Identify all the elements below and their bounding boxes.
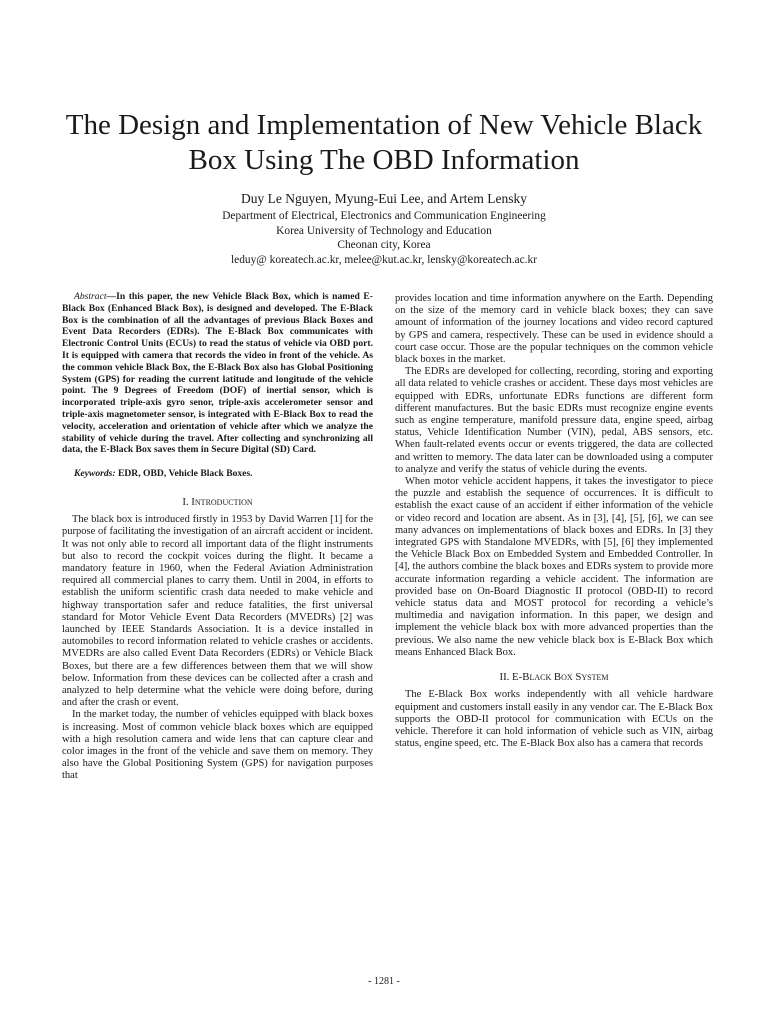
affiliation-department: Department of Electrical, Electronics and Communication Engineering <box>222 210 546 222</box>
section-heading-introduction: I. Introduction <box>182 495 253 508</box>
author-list: Duy Le Nguyen, Myung-Eui Lee, and Artem Lensky <box>240 191 528 206</box>
system-paragraph-1: The E-Black Box works independently with all vehicle hardware equipment and customers install easily in any vendor car. The E-Black Box supports the OBD-II protocol for communication with ECUs on the vehicle. Therefore it can hold information of vehicle such as VIN, airbag status, engine speed, etc. The E-Black Box also has a camera that records <box>395 689 713 750</box>
keywords <box>62 468 373 480</box>
affiliation-city: Cheonan city, Korea <box>337 239 431 251</box>
right-paragraph-2: The EDRs are developed for collecting, recording, storing and exporting all data related to vehicle crashes or accident. These days most vehicles are equipped with EDRs, unfortunate EDRs functions are different form different manufactures. But the basic EDRs must recognize engine events such as engine temperature, manifold pressure data, engine speed, airbag status, Vehicle Identification Number (VIN), pedal, ABS sensors, etc. When fault-related events occur or events triggered, the data are collected and written to memory. The data later can be downloaded using a computer to analyze and verify the status of vehicle during the events. <box>395 366 713 475</box>
abstract-text: —In this paper, the new Vehicle Black Box, which is named E-Black Box (Enhanced Black Box), is designed and developed. The E-Black Box is the combination of all the advantages of previous Black Boxes and Event Data Recorders (EDRs). The E-Black Box communicates with Electronic Control Units (ECUs) to read the status of vehicle via OBD port. It is equipped with camera that records the video in front of the vehicle. As the common vehicle Black Box, the E-Black Box also has Global Positioning System (GPS) for reading the current latitude and longitude of the vehicle point. The 9 Degrees of Freedom (DOF) of inertial sensor, which is incorporated triple-axis gyro senor, triple-axis accelerometer sensor and triple-axis magnetometer sensor, is integrated with E-Black Box to read the velocity, acceleration and orientation of vehicle after which we analyze the stability of vehicle during the travel. After collecting and synchronizing all data, the E-Black Box saves them in Secure Digital (SD) Card. <box>62 291 373 456</box>
abstract-label: Abstract <box>74 291 107 302</box>
abstract <box>62 291 373 456</box>
right-column <box>395 293 713 750</box>
intro-paragraph-1: The black box is introduced firstly in 1953 by David Warren [1] for the purpose of facilitating the investigation of an aircraft accident or incident. It was not only able to record all important data of the flight instruments but also to record the cockpit voices during the flight. It became a mandatory feature in 1960, when the Federal Aviation Administration required all commercial planes to carry them. Until in 2004, in efforts to establish the uniform scientific crash data needed to make vehicle and highway transportation safer and reduce fatalities, the first universal standard for Motor Vehicle Event Data Recorders (MVEDRs) [2] was launched by IEEE Standards Association. It is a device installed in automobiles to record information related to vehicle crashes or accidents. MVEDRs are also called Event Data Recorders (EDRs) or Vehicle Black Boxes, but there are a few differences between them that we will show below. Information from these devices can be collected after a crash and analyzed to help determine what the vehicle were doing before, during and after the crash or event. <box>62 514 373 709</box>
affiliation-emails: leduy@ koreatech.ac.kr, melee@kut.ac.kr, lensky@koreatech.ac.kr <box>230 253 537 266</box>
paper-title: The Design and Implementation of New Vehicle Black Box Using The OBD Information <box>65 109 703 176</box>
right-paragraph-3: When motor vehicle accident happens, it takes the investigator to piece the puzzle and establish the sequence of occurrences. It is difficult to establish the exact cause of an accident if either information of the vehicle or video record and location are absent. As in [3], [4], [5], [6], we can see many advances on implementations of black boxes and EDRs. In [3] they integrated GPS with Standalone MVEDRs, with [5], [6] they implemented the Vehicle Black Box on Embedded System and Embedded Controller. In [4], the authors combine the black boxes and EDRs system to provide more accurate information regarding a vehicle accident. The information are provided base on On-Board Diagnostic II protocol (OBD-II) to record vehicle status data and MOST protocol for recording a vehicle’s multimedia and navigation information. In this paper, we design and implement the vehicle black box with more advanced properties than the previous. We also name the new vehicle black box is E-Black Box which means Enhanced Black Box. <box>395 476 713 658</box>
page-number: - 1281 - <box>368 976 400 987</box>
keywords-text: EDR, OBD, Vehicle Black Boxes. <box>117 468 253 480</box>
affiliation-university: Korea University of Technology and Education <box>276 224 492 237</box>
intro-paragraph-2: In the market today, the number of vehicles equipped with black boxes is increasing. Most of common vehicle black boxes which are equipped with a high resolution camera and wide lens that can capture clear and color images in the front of the vehicle and save them on memory. They also have the Global Positioning System (GPS) for navigation purposes that <box>62 709 373 782</box>
right-paragraph-1: provides location and time information anywhere on the Earth. Depending on the size of the memory card in vehicle black boxes; they can save amount of information of the journey locations and video record captured by GPS and camera, respectively. These can be used in evidence should a court case occur. Those are the popular techniques on the common vehicle black boxes in the market. <box>395 293 713 366</box>
left-column <box>62 291 373 783</box>
keywords-label: Keywords: <box>74 468 116 480</box>
affiliation-block <box>40 209 728 267</box>
section-heading-system: II. E-Black Box System <box>499 671 609 684</box>
